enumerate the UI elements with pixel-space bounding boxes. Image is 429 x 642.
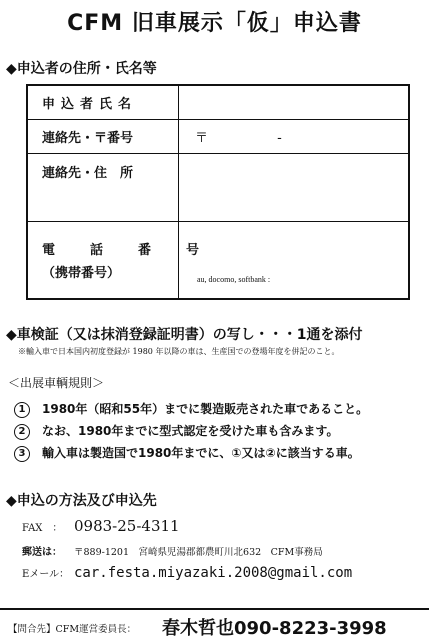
name-field[interactable] [179,85,410,119]
phone-label: 電 話 番 号 [42,242,211,258]
email-label: Eメール： [22,569,70,580]
mobile-sublabel: （携帯番号） [42,265,121,281]
rule-item [14,400,368,418]
address-label: 連絡先・住 所 [42,165,134,181]
rule-number: 3 [14,446,30,462]
form-row-postal [27,119,409,153]
inquiry-label: 【問合先】CFM運営委員長： [8,624,137,635]
rule-item [14,444,360,462]
postal-field[interactable] [179,119,410,153]
rule-item [14,422,338,440]
rule-text: なお、1980年までに型式認定を受けた車も含みます。 [42,424,339,438]
import-car-note: ※輸入車で日本国内初度登録が 1980 年以降の車は、生産国での登場年度を併記のこと。 [18,347,340,356]
email-line [22,562,352,581]
section-method-heading: ◆申込の方法及び申込先 [6,493,157,509]
name-label: 申込者氏名 [42,96,138,112]
postal-dash: - [277,130,282,146]
mail-line [22,540,323,559]
footer-contact [0,608,429,642]
postal-mark: 〒 [195,130,209,146]
rule-number: 1 [14,402,30,418]
phone-field[interactable] [179,221,410,299]
rule-number: 2 [14,424,30,440]
email-address[interactable]: car.festa.miyazaki.2008@gmail.com [74,565,353,581]
mail-label: 郵送は： [22,547,62,558]
section-inspection-heading: ◆車検証（又は抹消登録証明書）の写し・・・1通を添付 [6,327,363,343]
fax-line [22,516,180,535]
carrier-note: au, docomo, softbank : [197,275,271,285]
fax-number: 0983-25-4311 [74,517,180,535]
form-row-address [27,153,409,221]
rules-heading: ＜出展車輌規則＞ [8,376,105,390]
postal-label: 連絡先・〒番号 [42,130,134,146]
form-row-phone [27,221,409,299]
inquiry-contact: 春木哲也090-8223-3998 [162,618,387,639]
document-title: CFM 旧車展示「仮」申込書 [67,11,362,36]
form-row-name [27,85,409,119]
fax-label: FAX ： [22,523,63,534]
rule-text: 1980年（昭和55年）までに製造販売された車であること。 [42,402,369,416]
address-field[interactable] [179,153,410,221]
mail-address: 〒889-1201 宮崎県児湯郡都農町川北632 CFM事務局 [74,547,323,558]
section-applicant-heading: ◆申込者の住所・氏名等 [6,61,157,77]
rule-text: 輸入車は製造国で1980年までに、①又は②に該当する車。 [42,446,360,460]
applicant-form-table [26,84,410,300]
